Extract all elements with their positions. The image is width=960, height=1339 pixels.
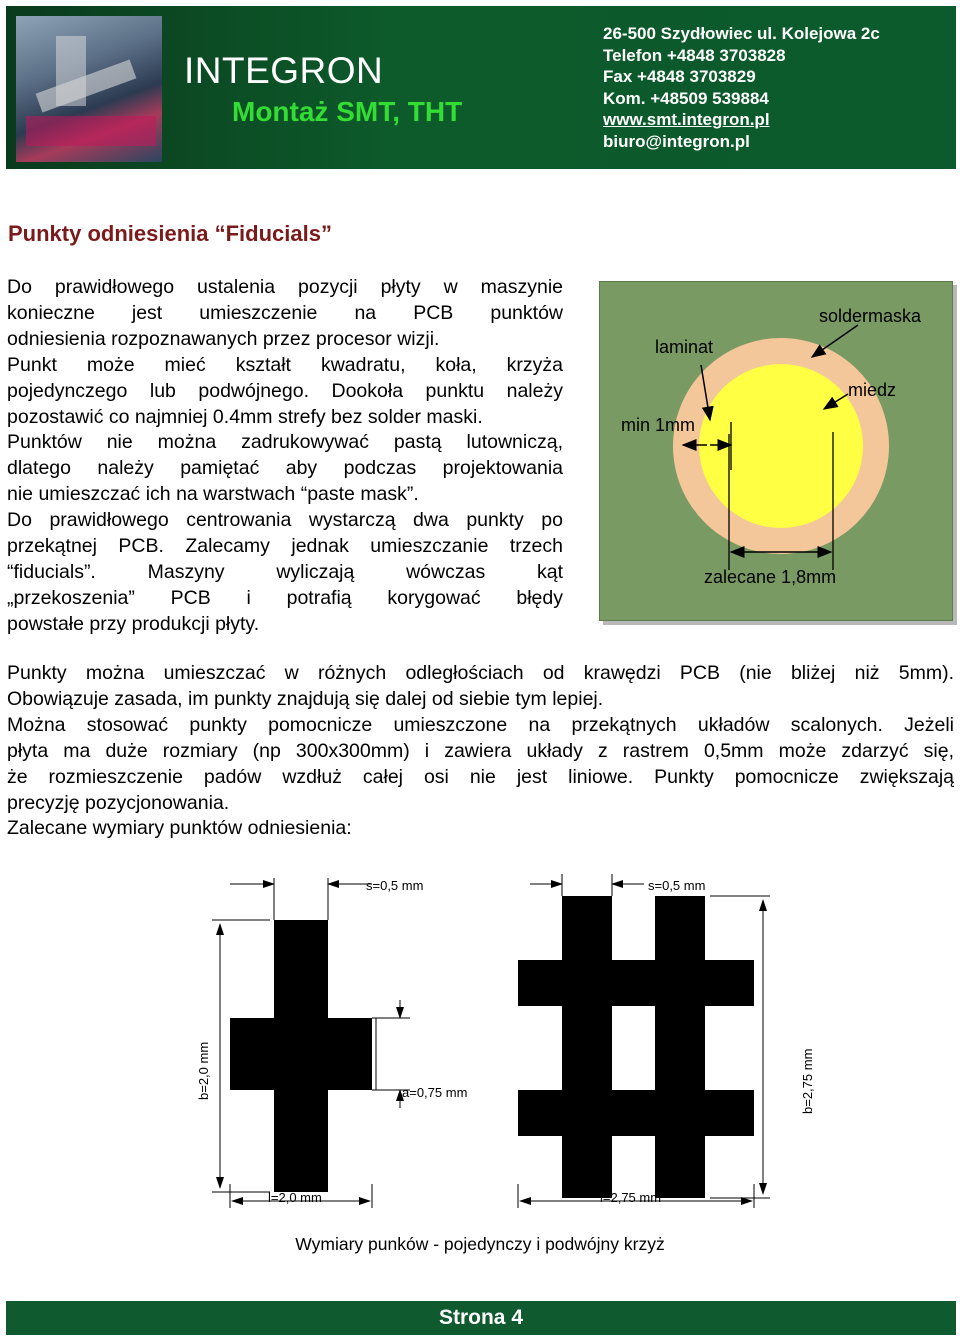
text-line: Zalecane wymiary punktów odniesienia: xyxy=(7,817,352,840)
double-cross xyxy=(518,896,754,1198)
page-footer: Strona 4 xyxy=(6,1301,956,1335)
text-line: że rozmieszczenie padów wzdłuż całej osi nie jest liniowe. Punkty pomocnicze zwiększają xyxy=(7,765,954,788)
text-line: Obowiązuje zasada, im punkty znajdują się dalej od siebie tym lepiej. xyxy=(7,687,604,710)
text-line: Punktów nie można zadrukowywać pastą lutowniczą, xyxy=(7,431,563,454)
figure-caption: Wymiary punków - pojedynczy i podwójny krzyż xyxy=(295,1234,665,1254)
label-soldermaska: soldermaska xyxy=(819,306,922,326)
text-line: dlatego należy pamiętać aby podczas projektowania xyxy=(7,457,563,480)
brand-name: INTEGRON xyxy=(184,50,384,91)
label-miedz: miedz xyxy=(848,380,897,400)
website-link[interactable]: www.smt.integron.pl xyxy=(603,110,770,130)
text-line: powstałe przy produkcji płyty. xyxy=(7,612,260,635)
text-line: Do prawidłowego ustalenia pozycji płyty w maszynie xyxy=(7,276,563,298)
email-link[interactable]: biuro@integron.pl xyxy=(603,131,750,151)
body-paragraph xyxy=(7,661,954,842)
label-zalecane: zalecane 1,8mm xyxy=(704,567,837,587)
text-line: Do prawidłowego centrowania wystarczą dwa punkty po xyxy=(7,509,563,532)
label-l2: l=2,75 mm xyxy=(600,1190,662,1205)
label-laminat: laminat xyxy=(655,337,714,357)
soldermask-pointer xyxy=(812,325,858,357)
phone: Telefon +4848 3703828 xyxy=(603,45,786,65)
fiducial-diagram xyxy=(599,281,953,621)
single-cross xyxy=(230,920,372,1192)
label-a: a=0,75 mm xyxy=(402,1085,468,1100)
cross-dimensions-diagram xyxy=(196,868,815,1223)
text-line: nie umieszczać ich na warstwach “paste mask”. xyxy=(7,483,419,506)
brand-tagline: Montaż SMT, THT xyxy=(232,96,463,127)
label-l1: l=2,0 mm xyxy=(268,1190,322,1205)
text-line: konieczne jest umieszczenie na PCB punktów xyxy=(7,301,563,324)
text-line: precyzję pozycjonowania. xyxy=(7,791,230,814)
fiducial-pad xyxy=(699,364,863,528)
contact-block xyxy=(603,23,880,153)
text-line: pojedynczego lub podwójnego. Dookoła punktu należy xyxy=(7,379,563,402)
text-line: Można stosować punkty pomocnicze umieszczone na przekątnych układów scalonych. Jeżeli xyxy=(7,713,954,736)
text-line: płyta ma duże rozmiary (np 300x300mm) i zawiera układy z rastrem 0,5mm może zdarzyć się, xyxy=(7,739,954,762)
label-b2: b=2,75 mm xyxy=(800,1048,815,1114)
intro-paragraph xyxy=(7,275,563,638)
label-b1: b=2,0 mm xyxy=(196,1041,211,1100)
text-line: Punkty można umieszczać w różnych odległościach od krawędzi PCB (nie bliżej niż 5mm). xyxy=(7,662,954,684)
label-s1: s=0,5 mm xyxy=(366,878,424,893)
header-photo xyxy=(16,16,162,162)
section-title: Punkty odniesienia “Fiducials” xyxy=(8,221,332,246)
address: 26-500 Szydłowiec ul. Kolejowa 2c xyxy=(603,24,880,43)
mobile: Kom. +48509 539884 xyxy=(603,88,769,108)
text-line: Punkt może mieć kształt kwadratu, koła, krzyża xyxy=(7,353,563,376)
text-line: „przekoszenia” PCB i potrafią korygować błędy xyxy=(7,586,563,609)
label-min: min 1mm xyxy=(621,415,696,435)
text-line: pozostawić co najmniej 0.4mm strefy bez solder maski. xyxy=(7,405,483,428)
page-header xyxy=(6,6,956,169)
fax: Fax +4848 3703829 xyxy=(603,67,756,87)
text-line: odniesienia rozpoznawanych przez procesor wizji. xyxy=(7,327,440,350)
text-line: przekątnej PCB. Zalecamy jednak umieszczanie trzech xyxy=(7,535,563,558)
label-s2: s=0,5 mm xyxy=(648,878,706,893)
text-line: “fiducials”. Maszyny wyliczają wówczas kąt xyxy=(7,560,563,583)
